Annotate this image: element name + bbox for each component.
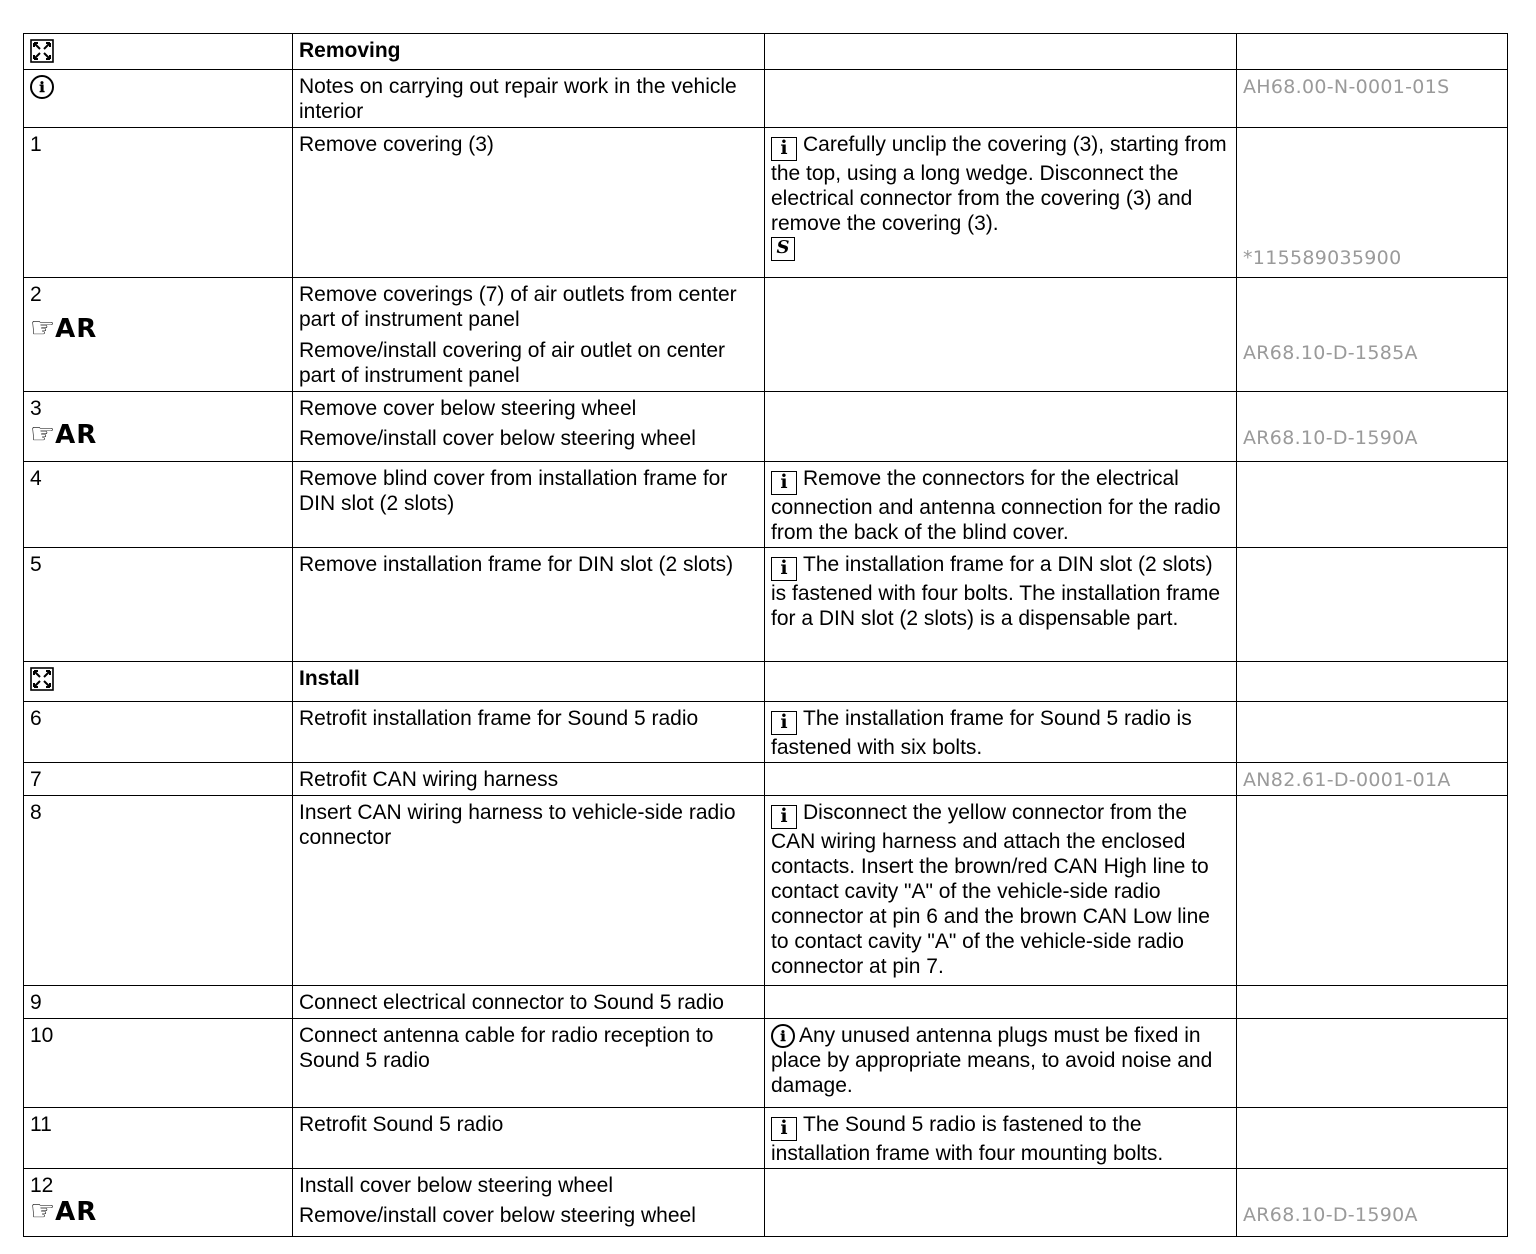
table-row [24, 34, 1508, 70]
table-row [24, 548, 1508, 662]
pointing-hand-icon: ☞ [30, 418, 56, 449]
note-cell [765, 702, 1237, 763]
action-cell: Remove installation frame for DIN slot (2 slots) [293, 548, 765, 662]
table-row [24, 702, 1508, 763]
action-cell: Retrofit installation frame for Sound 5 radio [293, 702, 765, 763]
table-row [24, 392, 1508, 462]
table-row [24, 462, 1508, 548]
reference-cell[interactable] [1237, 1169, 1508, 1237]
note-cell [765, 796, 1237, 986]
expand-arrows-icon [30, 667, 54, 691]
special-tool-icon: S [771, 237, 795, 261]
tool-reference[interactable]: *115589035900 [1243, 247, 1402, 269]
info-icon: i [771, 557, 797, 581]
reference-cell[interactable] [1237, 763, 1508, 796]
table-row [24, 1019, 1508, 1108]
reference-cell [1237, 796, 1508, 986]
reference-cell[interactable] [1237, 70, 1508, 128]
reference-cell [1237, 548, 1508, 662]
step-number: 12 [30, 1174, 54, 1197]
info-icon: i [771, 137, 797, 161]
action-cell: Connect antenna cable for radio reception to Sound 5 radio [293, 1019, 765, 1108]
info-icon: i [771, 1117, 797, 1141]
note-cell [765, 392, 1237, 462]
note-cell [765, 548, 1237, 662]
step-cell: 4 [24, 462, 293, 548]
note-cell [765, 34, 1237, 70]
step-cell: 1 [24, 128, 293, 278]
note-cell [765, 1019, 1237, 1108]
step-cell: 9 [24, 986, 293, 1019]
step-cell [24, 1169, 293, 1237]
reference-link[interactable]: AR68.10-D-1585A [1243, 342, 1418, 364]
reference-cell[interactable] [1237, 392, 1508, 462]
step-cell [24, 662, 293, 702]
reference-cell [1237, 702, 1508, 763]
table-row [24, 1169, 1508, 1237]
note-cell [765, 1108, 1237, 1169]
procedure-table [23, 33, 1508, 1237]
info-icon: i [771, 471, 797, 495]
note-cell [765, 662, 1237, 702]
pointing-hand-icon: ☞ [30, 1195, 56, 1226]
ar-label: AR [55, 1197, 98, 1227]
notes-circle-icon: ℹ [30, 75, 54, 99]
ar-action-text: Remove/install covering of air outlet on center part of instrument panel [299, 339, 726, 387]
step-cell [24, 392, 293, 462]
info-icon: i [771, 711, 797, 735]
note-cell [765, 278, 1237, 392]
step-cell [24, 70, 293, 128]
reference-cell [1237, 986, 1508, 1019]
action-cell: Insert CAN wiring harness to vehicle-side radio connector [293, 796, 765, 986]
step-cell [24, 34, 293, 70]
ar-action-text: Remove/install cover below steering wheel [299, 1204, 696, 1227]
action-cell [293, 278, 765, 392]
notes-circle-icon: ℹ [771, 1024, 795, 1048]
step-cell: 7 [24, 763, 293, 796]
note-text: The Sound 5 radio is fastened to the installation frame with four mounting bolts. [771, 1113, 1164, 1165]
reference-link[interactable]: AR68.10-D-1590A [1243, 427, 1418, 449]
ar-label: AR [55, 314, 98, 344]
ar-action-text: Remove/install cover below steering wheel [299, 427, 696, 450]
table-row [24, 986, 1508, 1019]
note-cell [765, 1169, 1237, 1237]
step-cell [24, 278, 293, 392]
action-cell: Install [293, 662, 765, 702]
step-cell: 8 [24, 796, 293, 986]
reference-link[interactable]: AH68.00-N-0001-01S [1243, 76, 1450, 98]
table-row [24, 662, 1508, 702]
action-text: Remove cover below steering wheel [299, 397, 637, 420]
expand-arrows-icon [30, 39, 54, 63]
note-cell [765, 986, 1237, 1019]
table-row [24, 796, 1508, 986]
note-text: Disconnect the yellow connector from the CAN wiring harness and attach the enclosed contacts. Insert the brown/red CAN High line to contact cavity "A" of the vehicle-side radio connector at pin 6 and the brown CAN Low line to contact cavity "A" of the vehicle-side radio connector at pin 7. [771, 801, 1210, 978]
note-cell [765, 128, 1237, 278]
note-text: The installation frame for a DIN slot (2 slots) is fastened with four bolts. The installation frame for a DIN slot (2 slots) is a dispensable part. [771, 553, 1221, 630]
table-row [24, 278, 1508, 392]
note-cell [765, 462, 1237, 548]
info-icon: i [771, 805, 797, 829]
action-cell [293, 392, 765, 462]
action-text: Install cover below steering wheel [299, 1174, 613, 1197]
table-row [24, 128, 1508, 278]
table-row [24, 763, 1508, 796]
note-text: Remove the connectors for the electrical connection and antenna connection for the radio from the back of the blind cover. [771, 467, 1221, 544]
step-cell: 5 [24, 548, 293, 662]
note-text: Carefully unclip the covering (3), starting from the top, using a long wedge. Disconnect the electrical connector from the covering (3) and remove the covering (3). [771, 133, 1227, 235]
reference-cell [1237, 34, 1508, 70]
step-cell: 10 [24, 1019, 293, 1108]
action-text: Remove coverings (7) of air outlets from center part of instrument panel [299, 283, 737, 331]
note-text: Any unused antenna plugs must be fixed in place by appropriate means, to avoid noise and damage. [771, 1024, 1213, 1098]
note-cell [765, 70, 1237, 128]
table-row [24, 1108, 1508, 1169]
reference-cell [1237, 462, 1508, 548]
reference-cell[interactable] [1237, 278, 1508, 392]
note-cell [765, 763, 1237, 796]
ar-label: AR [55, 420, 98, 450]
action-cell: Remove blind cover from installation frame for DIN slot (2 slots) [293, 462, 765, 548]
step-number: 3 [30, 397, 42, 420]
reference-cell [1237, 1019, 1508, 1108]
pointing-hand-icon: ☞ [30, 312, 56, 343]
reference-link[interactable]: AR68.10-D-1590A [1243, 1204, 1418, 1226]
note-text: The installation frame for Sound 5 radio is fastened with six bolts. [771, 707, 1192, 759]
action-cell: Retrofit Sound 5 radio [293, 1108, 765, 1169]
action-cell: Connect electrical connector to Sound 5 radio [293, 986, 765, 1019]
step-number: 2 [30, 283, 42, 306]
action-cell: Remove covering (3) [293, 128, 765, 278]
action-cell: Removing [293, 34, 765, 70]
table-row [24, 70, 1508, 128]
step-cell: 6 [24, 702, 293, 763]
reference-link[interactable]: AN82.61-D-0001-01A [1243, 769, 1451, 791]
action-cell [293, 1169, 765, 1237]
reference-cell [1237, 1108, 1508, 1169]
reference-cell[interactable] [1237, 128, 1508, 278]
action-cell: Retrofit CAN wiring harness [293, 763, 765, 796]
action-cell: Notes on carrying out repair work in the vehicle interior [293, 70, 765, 128]
step-cell: 11 [24, 1108, 293, 1169]
reference-cell [1237, 662, 1508, 702]
